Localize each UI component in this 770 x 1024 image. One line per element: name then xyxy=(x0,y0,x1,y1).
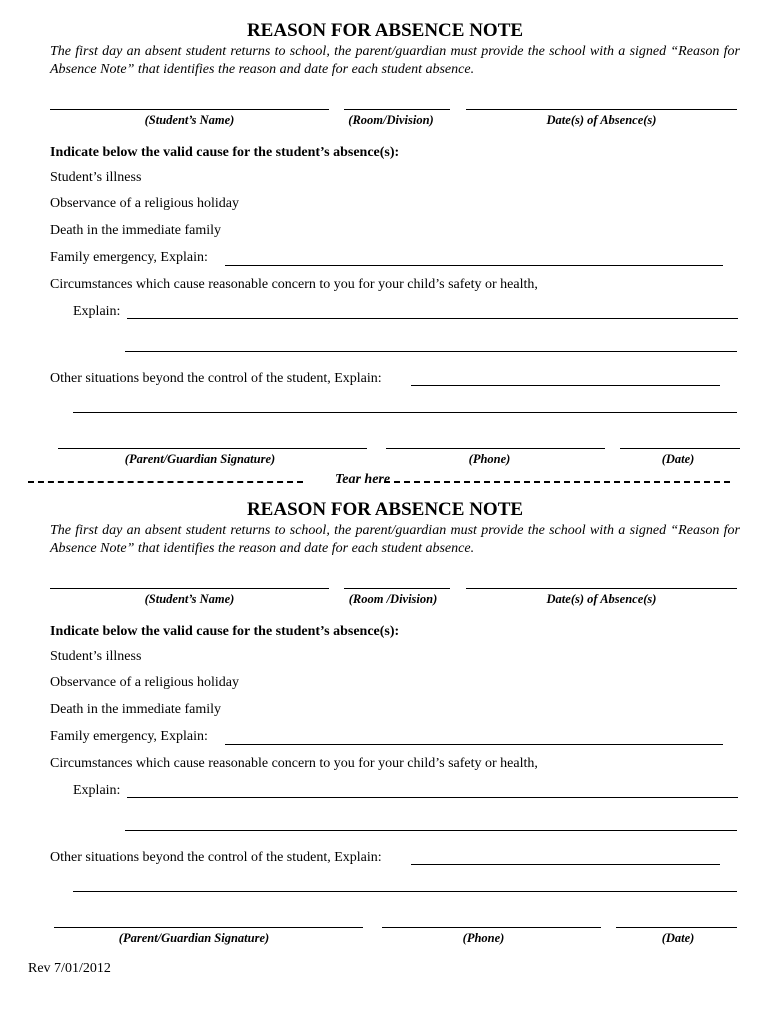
signature-date-line[interactable] xyxy=(616,927,737,928)
phone-line[interactable] xyxy=(382,927,601,928)
option-circumstances[interactable]: Circumstances which cause reasonable concern to you for your child’s safety or health, xyxy=(50,756,538,771)
room-division-line[interactable] xyxy=(344,109,450,110)
student-name-line[interactable] xyxy=(50,109,329,110)
revision-label: Rev 7/01/2012 xyxy=(28,961,111,976)
room-division-caption: (Room/Division) xyxy=(348,113,434,127)
signature-line[interactable] xyxy=(54,927,363,928)
circumstances-explain-label: Explain: xyxy=(73,304,121,319)
circumstances-explain-label: Explain: xyxy=(73,783,121,798)
absence-dates-line[interactable] xyxy=(466,588,737,589)
phone-line[interactable] xyxy=(386,448,605,449)
other-situations-line-2[interactable] xyxy=(73,891,737,892)
circumstances-explain-line-1[interactable] xyxy=(127,797,738,798)
option-family-emergency[interactable]: Family emergency, Explain: xyxy=(50,729,208,744)
room-division-caption: (Room /Division) xyxy=(348,592,438,606)
absence-dates-caption: Date(s) of Absence(s) xyxy=(546,592,657,606)
form-intro: The first day an absent student returns to school, the parent/guardian must provide the school with a signed “Reason for Absence Note” that identifies the reason and date for each student absence. xyxy=(50,44,740,77)
option-death-in-family[interactable]: Death in the immediate family xyxy=(50,702,222,717)
other-situations-line-2[interactable] xyxy=(73,412,737,413)
form-intro: The first day an absent student returns to school, the parent/guardian must provide the school with a signed “Reason for Absence Note” that identifies the reason and date for each student absence. xyxy=(50,523,740,556)
option-other-situations[interactable]: Other situations beyond the control of the student, Explain: xyxy=(50,371,382,386)
family-emergency-line[interactable] xyxy=(225,744,723,745)
phone-caption: (Phone) xyxy=(462,931,505,945)
signature-caption: (Parent/Guardian Signature) xyxy=(124,452,276,466)
option-family-emergency[interactable]: Family emergency, Explain: xyxy=(50,250,208,265)
signature-caption: (Parent/Guardian Signature) xyxy=(118,931,270,945)
other-situations-line-1[interactable] xyxy=(411,385,720,386)
absence-dates-line[interactable] xyxy=(466,109,737,110)
tear-line xyxy=(28,472,731,490)
absence-dates-caption: Date(s) of Absence(s) xyxy=(546,113,657,127)
circumstances-explain-line-2[interactable] xyxy=(125,351,737,352)
option-death-in-family[interactable]: Death in the immediate family xyxy=(50,223,222,238)
option-illness[interactable]: Student’s illness xyxy=(50,170,142,185)
cause-heading: Indicate below the valid cause for the student’s absence(s): xyxy=(50,624,400,639)
option-religious-holiday[interactable]: Observance of a religious holiday xyxy=(50,196,239,211)
form-title: REASON FOR ABSENCE NOTE xyxy=(246,20,524,41)
circumstances-explain-line-2[interactable] xyxy=(125,830,737,831)
option-illness[interactable]: Student’s illness xyxy=(50,649,142,664)
student-name-line[interactable] xyxy=(50,588,329,589)
room-division-line[interactable] xyxy=(344,588,450,589)
phone-caption: (Phone) xyxy=(468,452,511,466)
tear-label: Tear here xyxy=(331,472,394,488)
form-title: REASON FOR ABSENCE NOTE xyxy=(246,499,524,520)
option-religious-holiday[interactable]: Observance of a religious holiday xyxy=(50,675,239,690)
signature-date-caption: (Date) xyxy=(661,931,695,945)
signature-date-line[interactable] xyxy=(620,448,740,449)
family-emergency-line[interactable] xyxy=(225,265,723,266)
cause-heading: Indicate below the valid cause for the student’s absence(s): xyxy=(50,145,400,160)
student-name-caption: (Student’s Name) xyxy=(144,592,235,606)
option-other-situations[interactable]: Other situations beyond the control of the student, Explain: xyxy=(50,850,382,865)
tear-dash-left xyxy=(28,481,303,483)
tear-dash-right xyxy=(384,481,730,483)
other-situations-line-1[interactable] xyxy=(411,864,720,865)
student-name-caption: (Student’s Name) xyxy=(144,113,235,127)
signature-line[interactable] xyxy=(58,448,367,449)
option-circumstances[interactable]: Circumstances which cause reasonable concern to you for your child’s safety or health, xyxy=(50,277,538,292)
circumstances-explain-line-1[interactable] xyxy=(127,318,738,319)
signature-date-caption: (Date) xyxy=(661,452,695,466)
